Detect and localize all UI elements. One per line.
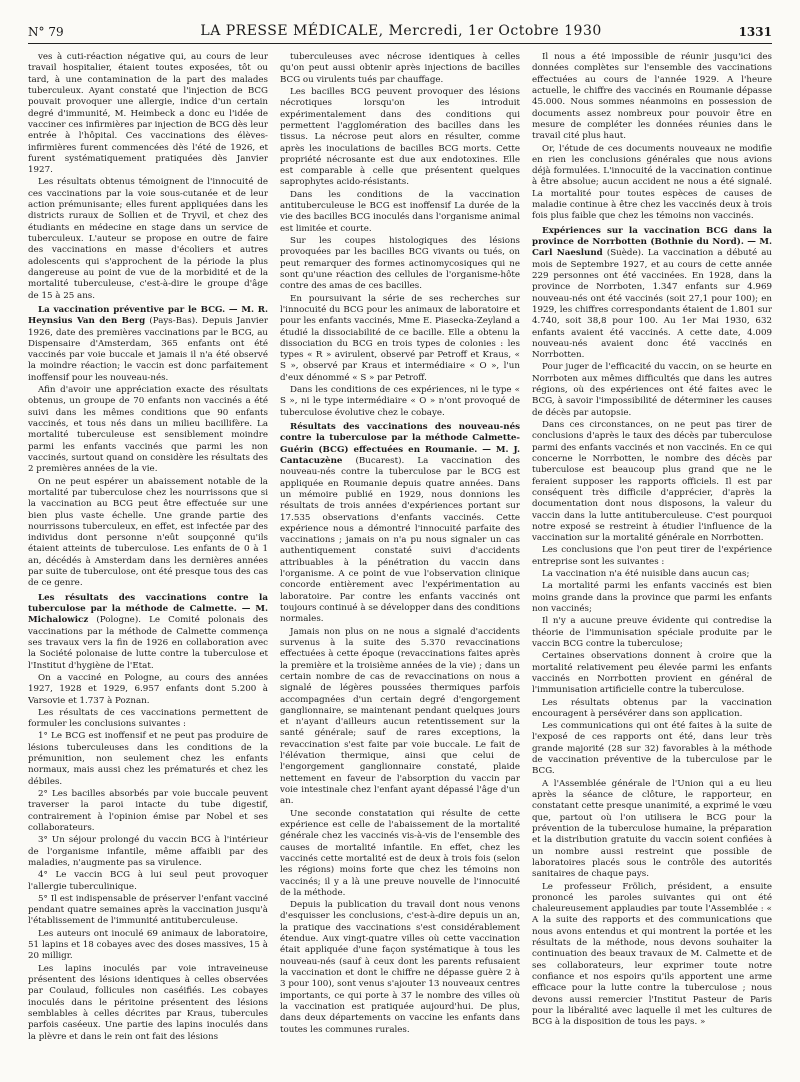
paragraph xyxy=(280,900,520,1036)
section-heading: Expériences sur la vaccination BCG dans la province de Norrbotten (Bothnie du Nord). — M. Carl Naeslund xyxy=(532,225,772,259)
paragraph-text: Dans ces circonstances, on ne peut pas tirer de conclusions d'après le taux des décès par tuberculose parmi des enfants vaccinés et non vaccinés. En ce qui concerne le Norrbotten, le nombre des décès par tuberculose est beaucoup plus grand que ne le feraient supposer les rapports officiels. Il est par conséquent très difficile d'apprécier, d'après la documentation dont nous disposons, la valeur du vaccin dans la lutte antituberculeuse. C'est pourquoi notre exposé se restreint à étudier l'influence de la vaccination sur la mortalité générale en Norrbotten. xyxy=(532,420,772,544)
paragraph xyxy=(532,569,772,580)
section-heading: La vaccination préventive par le BCG. — M. R. Heynsius Van den Berg xyxy=(28,304,268,327)
paragraph-text: 3° Un séjour prolongé du vaccin BCG à l'intérieur de l'organisme infantile, même affaibli par des maladies, n'augmente pas sa virulence. xyxy=(28,835,268,868)
journal-title: LA PRESSE MÉDICALE, Mercredi, 1er Octobre 1930 xyxy=(200,23,602,39)
paragraph-text: (Bucarest). La vaccination des nouveau-nés contre la tuberculose par le BCG est appliquée en Roumanie depuis quatre années. Dans un mémoire publié en 1929, nous donnions les résultats de trois années d'expériences portant sur 17.535 observations d'enfants vaccinés. Cette expérience nous a démontré l'innocuité parfaite des vaccinations ; jamais on n'a pu nous signaler un cas authentiquement constaté suivi d'accidents attribuables à la pénétration du vaccin dans l'organisme. A ce point de vue l'observation clinique concorde entièrement avec l'expérimentation au laboratoire. Par contre les enfants vaccinés ont toujours continué à se développer dans des conditions normales. xyxy=(280,455,520,625)
paragraph xyxy=(28,177,268,301)
paragraph-text: La mortalité parmi les enfants vaccinés est bien moins grande dans la province que parmi les enfants non vaccinés; xyxy=(532,581,772,614)
paragraph-text: Les conclusions que l'on peut tirer de l'expérience entreprise sont les suivantes : xyxy=(532,545,772,567)
paragraph xyxy=(280,385,520,419)
paragraph xyxy=(28,477,268,590)
paragraph-text: Les communications qui ont été faites à la suite de l'exposé de ces rapports ont été, dans leur très grande majorité (28 sur 32) favorables à la méthode de vaccination préventive de la tuberculose par le BCG. xyxy=(532,721,772,777)
paragraph xyxy=(280,809,520,900)
paragraph xyxy=(532,616,772,650)
paragraph xyxy=(28,964,268,1043)
paragraph-text: Le professeur Frölich, président, a ensuite prononcé les paroles suivantes qui ont été chaleureusement applaudies par toute l'Assemblée : « A la suite des rapports et des communications que nous avons entendus et qui montrent la portée et les résultats de la méthode, nous devons souhaiter la continuation des beaux travaux de M. Calmette et de ses collaborateurs, leur exprimer toute notre confiance et nos espoirs qu'ils apportent une arme efficace pour la lutte contre la tuberculose ; nous devons aussi remercier l'Institut Pasteur de Paris pour la libéralité avec laquelle il met les cultures de BCG à la disposition de tous les pays. » xyxy=(532,881,772,1028)
paragraph-text: On a vacciné en Pologne, au cours des années 1927, 1928 et 1929, 6.957 enfants dont 5.200 à Varsovie et 1.737 à Poznan. xyxy=(28,672,268,706)
column-1 xyxy=(28,52,268,1074)
paragraph xyxy=(28,789,268,834)
paragraph-text: Dans les conditions de ces expériences, ni le type « S », ni le type intermédiaire « O » n'ont provoqué de tuberculose évolutive chez le cobaye. xyxy=(280,385,520,418)
paragraph-text: Or, l'étude de ces documents nouveaux ne modifie en rien les conclusions générales que nous avions déjà formulées. L'innocuité de la vaccination continue à être absolue; aucun accident ne nous a été signalé. La mortalité pour toutes espèces de causes de maladie continue à être chez les vaccinés deux à trois fois plus faible que chez les témoins non vaccinés. xyxy=(532,143,772,222)
page-header xyxy=(28,14,772,44)
paragraph xyxy=(532,545,772,568)
paragraph xyxy=(532,882,772,1029)
paragraph-text: 1° Le BCG est inoffensif et ne peut pas produire de lésions tuberculeuses dans les conditions de la prémunition, non seulement chez les enfants normaux, mais aussi chez les prématurés et chez les débiles. xyxy=(28,731,268,787)
paragraph xyxy=(280,236,520,293)
paragraph-text: Afin d'avoir une appréciation exacte des résultats obtenus, un groupe de 70 enfants non vaccinés a été suivi dans les mêmes conditions que 90 enfants vaccinés, et tous nés dans un milieu bacillifère. La mortalité tuberculeuse est sensiblement moindre parmi les enfants vaccinés que parmi les non vaccinés, surtout quand on considère les résultats des 2 premières années de la vie. xyxy=(28,385,268,475)
paragraph-text: En poursuivant la série de ses recherches sur l'innocuité du BCG pour les animaux de laboratoire et pour les enfants vaccinés, Mme E. Piasecka-Zeyland a étudié la dissociabilité de ce bacille. Elle a obtenu la dissociation du BCG en trois types de colonies : les types « R » avirulent, observé par Petroff et Kraus, « S », observé par Kraus et intermédiaire « O », l'un d'eux dénommé « S » par Petroff. xyxy=(280,293,520,383)
paragraph xyxy=(532,651,772,696)
paragraph xyxy=(532,52,772,143)
column-3 xyxy=(532,52,772,1074)
section-heading: Les résultats des vaccinations contre la tuberculose par la méthode de Calmette. — M. Michalowicz xyxy=(28,592,268,626)
paragraph-text: Les résultats de ces vaccinations permettent de formuler les conclusions suivantes : xyxy=(28,707,268,730)
section-heading: Résultats des vaccinations des nouveau-nés contre la tuberculose par la méthode Calmette-Guérin (BCG) effectuées en Roumanie. — M. J. Cantacuzène xyxy=(280,422,520,466)
paragraph xyxy=(28,593,268,672)
paragraph-text: Les auteurs ont inoculé 69 animaux de laboratoire, 51 lapins et 18 cobayes avec des doses massives, 15 à 20 milligr. xyxy=(28,928,268,962)
paragraph xyxy=(280,87,520,189)
paragraph-text: Dans les conditions de la vaccination antituberculeuse le BCG est inoffensif La durée de la vie des bacilles BCG inoculés dans l'organisme animal est limitée et courte. xyxy=(280,189,520,234)
paragraph-text: Les résultats obtenus par la vaccination encouragent à persévérer dans son application. xyxy=(532,697,772,719)
paragraph xyxy=(28,929,268,963)
paragraph-text: 4° Le vaccin BCG à lui seul peut provoquer l'allergie tuberculinique. xyxy=(28,870,268,892)
paragraph-text: (Pologne). Le Comité polonais des vaccinations par la méthode de Calmette commença ses travaux vers la fin de 1926 en collaboration avec la Société polonaise de lutte contre la tuberculose et l'Institut d'hygiène de l'Etat. xyxy=(28,615,268,671)
paragraph xyxy=(28,305,268,384)
paragraph xyxy=(28,835,268,869)
paragraph xyxy=(532,226,772,362)
paragraph xyxy=(280,190,520,235)
paragraph xyxy=(28,52,268,176)
paragraph xyxy=(28,673,268,707)
paragraph xyxy=(28,385,268,476)
paragraph-text: Certaines observations donnent à croire que la mortalité relativement peu élevée parmi les enfants vaccinés en Norrbotten provient en général de l'immunisation artificielle contre la tuberculose. xyxy=(532,651,772,696)
paragraph-text: Jamais non plus on ne nous a signalé d'accidents survenus à la suite des 5.370 revaccinations effectuées à cette époque (revaccinations faites après la première et la troisième années de la vie) ; dans un certain nombre de cas de revaccinations on nous a signalé de légères poussées thermiques parfois accompagnées d'un certain degré d'engorgement ganglionnaire, se maintenant pendant quelques jours et n'ayant d'ailleurs aucun retentissement sur la santé générale; sauf de rares exceptions, la revaccination s'est faite par voie buccale. Le fait de l'élévation thermique, ainsi que celui de l'engorgement ganglionnaire constaté, plaide nettement en faveur de l'absorption du vaccin par voie intestinale chez l'enfant ayant dépassé l'âge d'un an. xyxy=(280,626,520,807)
article-columns xyxy=(28,52,772,1074)
issue-number: N° 79 xyxy=(28,25,64,39)
paragraph-text: On ne peut espérer un abaissement notable de la mortalité par tuberculose chez les nourrissons que si la vaccination au BCG peut être effectuée sur une bien plus vaste échelle. Une grande partie des nourrissons tuberculeux, en effet, est infectée par des individus dont personne n'eût soupçonné qu'ils étaient atteints de tuberculose. Les enfants de 0 à 1 an, décédés à Amsterdam dans les dernières années par suite de tuberculose, ont été presque tous des cas de ce genre. xyxy=(28,476,268,589)
paragraph xyxy=(280,52,520,86)
paragraph xyxy=(28,870,268,893)
paragraph-text: ves à cuti-réaction négative qui, au cours de leur travail hospitalier, étaient toutes exposées, tôt ou tard, à une contamination de la part des malades tuberculeux. Ayant constaté que l'injection de BCG pouvait provoquer une allergie, indice d'un certain degré d'immunité, M. Heimbeck a donc eu l'idée de vacciner ces infirmières par injection de BCG dès leur entrée à l'hôpital. Ces vaccinations des élèves-infirmières furent commencées dès l'été de 1926, et furent systématiquement pratiquées dès Janvier 1927. xyxy=(28,52,268,176)
paragraph-text: Il nous a été impossible de réunir jusqu'ici des données complètes sur l'ensemble des vaccinations effectuées au cours de l'année 1929. A l'heure actuelle, le chiffre des vaccinés en Roumanie dépasse 45.000. Nous sommes néanmoins en possession de documents assez nombreux pour pouvoir être en mesure de compléter les données réunies dans le travail cité plus haut. xyxy=(532,52,772,142)
paragraph xyxy=(28,731,268,788)
paragraph-text: 5° Il est indispensable de préserver l'enfant vacciné pendant quatre semaines après la vaccination jusqu'à l'établissement de l'immunité antituberculeuse. xyxy=(28,893,268,927)
paragraph-text: Une seconde constatation qui résulte de cette expérience est celle de l'abaissement de la mortalité générale chez les vaccinés vis-à-vis de l'ensemble des causes de mortalité infantile. En effet, chez les vaccinés cette mortalité est de deux à trois fois (selon les régions) moins forte que chez les témoins non vaccinés; il y a là une preuve nouvelle de l'innocuité de la méthode. xyxy=(280,808,520,898)
paragraph xyxy=(280,294,520,385)
paragraph-text: (Pays-Bas). Depuis Janvier 1926, date des premières vaccinations par le BCG, au Dispensaire d'Amsterdam, 365 enfants ont été vaccinés par voie buccale et jamais il n'a été observé la moindre réaction; le vaccin est donc parfaitement inoffensif pour les nouveau-nés. xyxy=(28,316,268,383)
paragraph-text: Sur les coupes histologiques des lésions provoquées par les bacilles BCG vivants ou tués, on peut remarquer des formes actinomycosiques qui ne sont qu'une réaction des cellules de l'organisme-hôte contre des amas de ces bacilles. xyxy=(280,236,520,292)
paragraph-text: Les lapins inoculés par voie intraveineuse présentent des lésions identiques à celles observées par Coulaud, follicules non caséifiés. Les cobayes inoculés dans le péritoine présentent des lésions semblables à celles décrites par Kraus, tubercules parfois caséeux. Une partie des lapins inoculés dans la plèvre et dans le rein ont fait des lésions xyxy=(28,963,268,1042)
paragraph-text: Pour juger de l'efficacité du vaccin, on se heurte en Norrboten aux mêmes difficultés que dans les autres régions, où des expériences ont été faites avec le BCG, à savoir l'impossibilité de déterminer les causes de décès par autopsie. xyxy=(532,362,772,418)
paragraph-text: Depuis la publication du travail dont nous venons d'esquisser les conclusions, c'est-à-dire depuis un an, la pratique des vaccinations s'est considérablement étendue. Aux vingt-quatre villes où cette vaccination était appliquée d'une façon systématique à tous les nouveau-nés (sauf à ceux dont les parents refusaient la vaccination et dont le chiffre ne dépasse guère 2 à 3 pour 100), sont venus s'ajouter 13 nouveaux centres importants, ce qui porte à 37 le nombre des villes où la vaccination est pratiquée aujourd'hui. De plus, dans deux départements on vaccine les enfants dans toutes les communes rurales. xyxy=(280,900,520,1035)
paragraph xyxy=(532,779,772,881)
paragraph xyxy=(280,422,520,626)
paragraph xyxy=(28,708,268,731)
column-2 xyxy=(280,52,520,1074)
paragraph xyxy=(532,581,772,615)
paragraph xyxy=(532,362,772,419)
paragraph-text: La vaccination n'a été nuisible dans aucun cas; xyxy=(542,569,750,580)
paragraph xyxy=(280,627,520,808)
paragraph-text: A l'Assemblée générale de l'Union qui a eu lieu après la séance de clôture, le rapporteur, en constatant cette presque unanimité, a exprimé le vœu que, partout où l'on utilisera le BCG pour la prévention de la tuberculose humaine, la préparation et la distribution gratuite du vaccin soient confiées à un nombre aussi restreint que possible de laboratoires placés sous le contrôle des autorités sanitaires de chaque pays. xyxy=(532,778,772,880)
paragraph xyxy=(532,721,772,778)
paragraph-text: 2° Les bacilles absorbés par voie buccale peuvent traverser la paroi intacte du tube digestif, contrairement à l'opinion émise par Nobel et ses collaborateurs. xyxy=(28,789,268,833)
paragraph xyxy=(532,420,772,544)
page-number: 1331 xyxy=(738,25,772,39)
paragraph-text: tuberculeuses avec nécrose identiques à celles qu'on peut aussi obtenir après injections de bacilles BCG ou virulents tués par chauffage. xyxy=(280,52,520,85)
paragraph-text: Il n'y a aucune preuve évidente qui contredise la théorie de l'immunisation spéciale produite par le vaccin BCG contre la tuberculose; xyxy=(532,616,772,649)
paragraph-text: Les résultats obtenus témoignent de l'innocuité de ces vaccinations par la voie sous-cutanée et de leur action prémunisante; elles furent appliquées dans les districts ruraux de Sollien et de Tryvil, et chez des étudiants en médecine en stage dans un service de tuberculeux. L'auteur se propose en outre de faire des vaccinations en masse d'écoliers et autres adolescents qui s'approchent de la période la plus dangereuse au point de vue de la morbidité et de la mortalité tuberculeuse, c'est-à-dire le groupe d'âge de 15 à 25 ans. xyxy=(28,177,268,301)
paragraph-text: Les bacilles BCG peuvent provoquer des lésions nécrotiques lorsqu'on les introduit expérimentalement dans des conditions qui permettent l'agglomération des bacilles dans les tissus. La nécrose peut alors en résulter, comme après les inoculations de bacilles BCG morts. Cette propriété nécrosante est due aux endotoxines. Elle est comparable à celle que présentent quelques saprophytes acido-résistants. xyxy=(280,86,520,188)
paragraph xyxy=(532,698,772,721)
paragraph-text: (Suède). La vaccination a débuté au mois de Septembre 1927, et au cours de cette année 229 personnes ont été vaccinées. En 1928, dans la province de Norrboten, 1.347 enfants sur 4.969 nouveau-nés ont été vaccinés (soit 27,1 pour 100); en 1929, les chiffres correspondants étaient de 1.801 sur 4.740, soit 38,8 pour 100. Au 1er Mai 1930, 632 enfants avaient été vaccinés. A cette date, 4.009 nouveau-nés avaient donc été vaccinés en Norrbotten. xyxy=(532,248,772,361)
paragraph xyxy=(28,894,268,928)
paragraph xyxy=(532,144,772,223)
